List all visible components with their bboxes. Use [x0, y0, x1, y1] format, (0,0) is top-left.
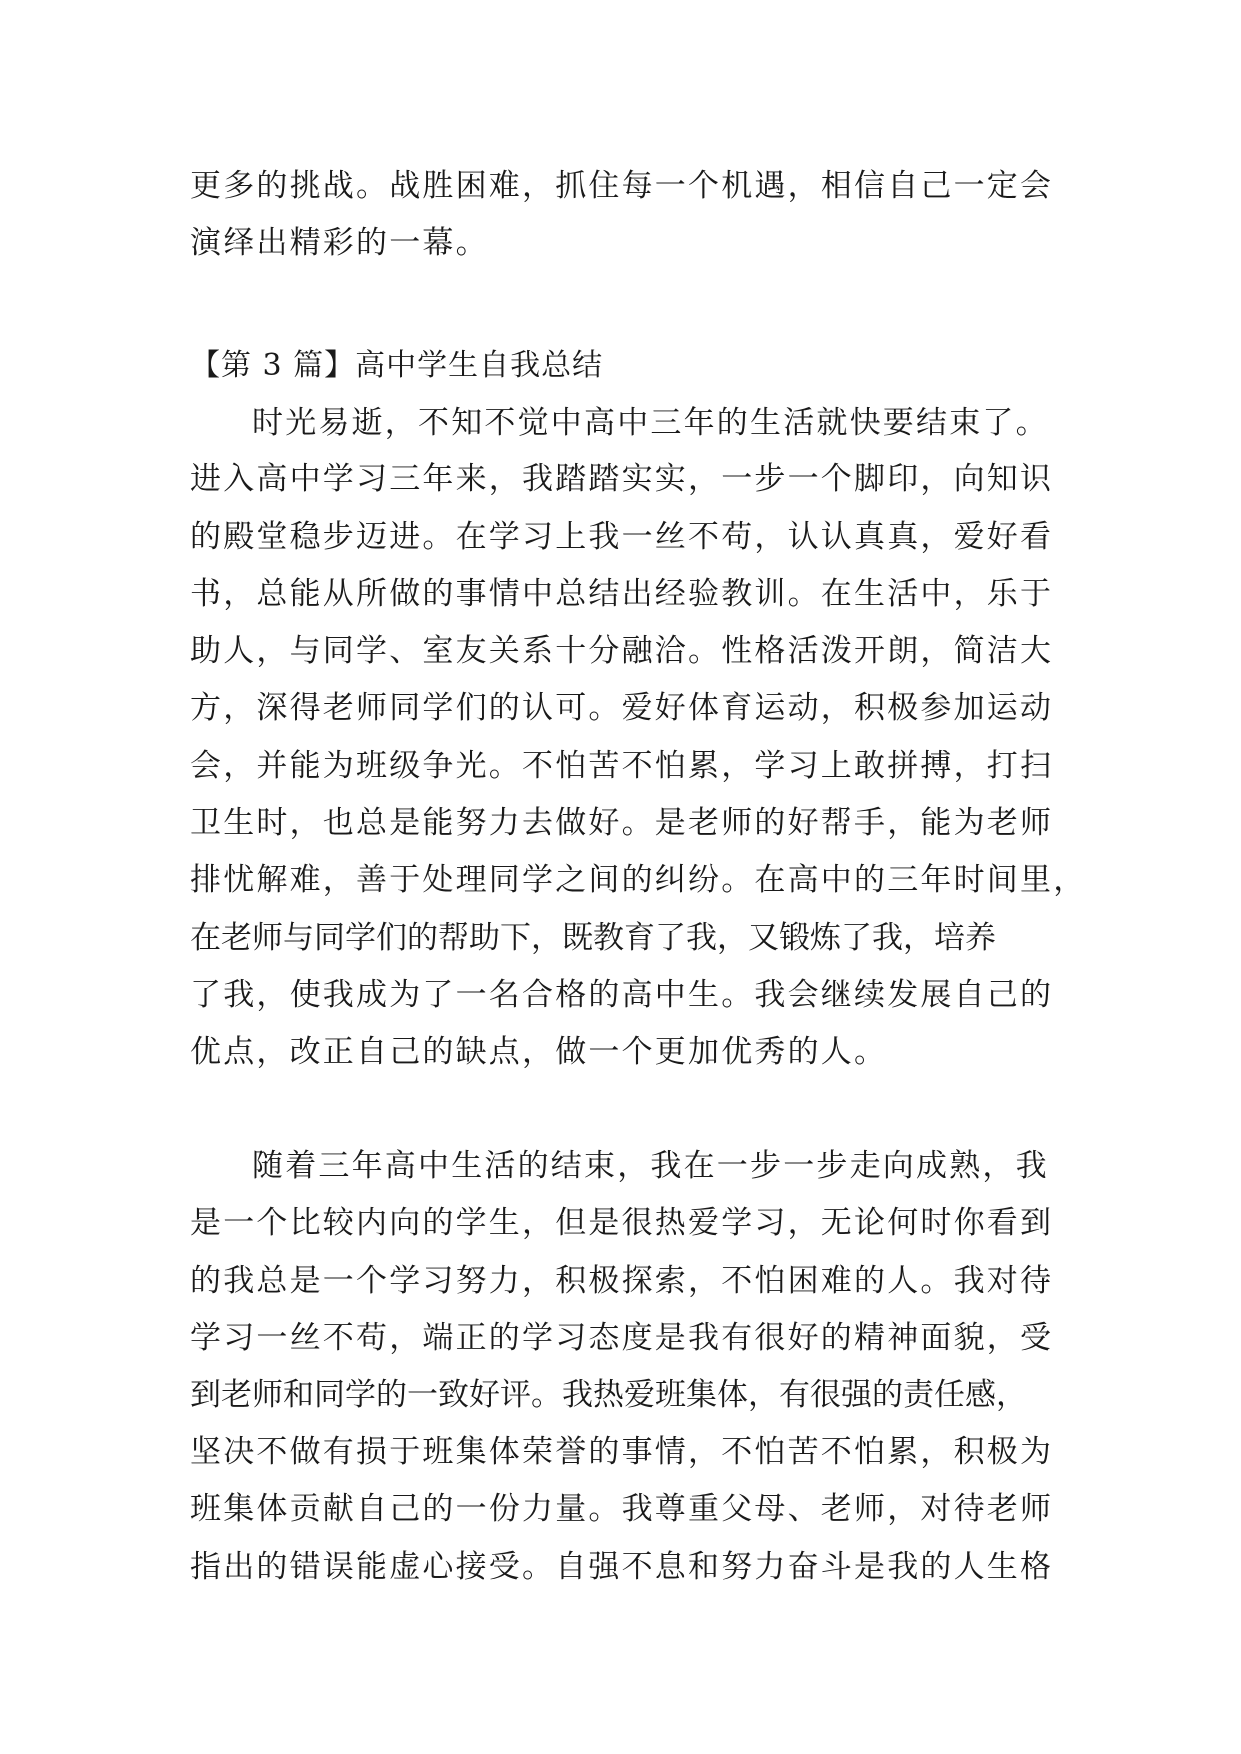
- paragraph-1-line: 优点，改正自己的缺点，做一个更加优秀的人。: [190, 1034, 888, 1070]
- paragraph-2-line: 坚决不做有损于班集体荣誉的事情，不怕苦不怕累，积极为: [190, 1434, 1054, 1470]
- paragraph-1-line: 书，总能从所做的事情中总结出经验教训。在生活中，乐于: [190, 576, 1054, 612]
- paragraph-1-line: 会，并能为班级争光。不怕苦不怕累，学习上敢拼搏，打扫: [190, 748, 1054, 784]
- paragraph-2-line: 班集体贡献自己的一份力量。我尊重父母、老师，对待老师: [190, 1491, 1054, 1527]
- paragraph-1-line: 进入高中学习三年来，我踏踏实实，一步一个脚印，向知识: [190, 461, 1054, 497]
- paragraph-1-line: 了我，使我成为了一名合格的高中生。我会继续发展自己的: [190, 977, 1054, 1013]
- paragraph-2-line: 随着三年高中生活的结束，我在一步一步走向成熟，我: [252, 1148, 1049, 1184]
- paragraph-1-line: 时光易逝，不知不觉中高中三年的生活就快要结束了。: [252, 405, 1049, 441]
- paragraph-2-line: 指出的错误能虚心接受。自强不息和努力奋斗是我的人生格: [190, 1549, 1054, 1585]
- section-heading: 【第 3 篇】高中学生自我总结: [190, 348, 604, 383]
- intro-line: 更多的挑战。战胜困难，抓住每一个机遇，相信自己一定会: [190, 168, 1054, 204]
- paragraph-2-line: 到老师和同学的一致好评。我热爱班集体，有很强的责任感，: [190, 1377, 1027, 1413]
- paragraph-1-line: 卫生时，也总是能努力去做好。是老师的好帮手，能为老师: [190, 805, 1054, 841]
- intro-line: 演绎出精彩的一幕。: [190, 225, 489, 261]
- paragraph-1-line: 在老师与同学们的帮助下，既教育了我，又锻炼了我，培养: [190, 920, 996, 956]
- paragraph-1-line: 方，深得老师同学们的认可。爱好体育运动，积极参加运动: [190, 690, 1054, 726]
- paragraph-2-line: 是一个比较内向的学生，但是很热爱学习，无论何时你看到: [190, 1205, 1054, 1241]
- paragraph-1-line: 排忧解难，善于处理同学之间的纠纷。在高中的三年时间里，: [190, 862, 1087, 898]
- paragraph-2-line: 学习一丝不苟，端正的学习态度是我有很好的精神面貌，受: [190, 1320, 1054, 1356]
- paragraph-1-line: 的殿堂稳步迈进。在学习上我一丝不苟，认认真真，爱好看: [190, 519, 1054, 555]
- paragraph-2-line: 的我总是一个学习努力，积极探索，不怕困难的人。我对待: [190, 1263, 1054, 1299]
- paragraph-1-line: 助人，与同学、室友关系十分融洽。性格活泼开朗，简洁大: [190, 633, 1054, 669]
